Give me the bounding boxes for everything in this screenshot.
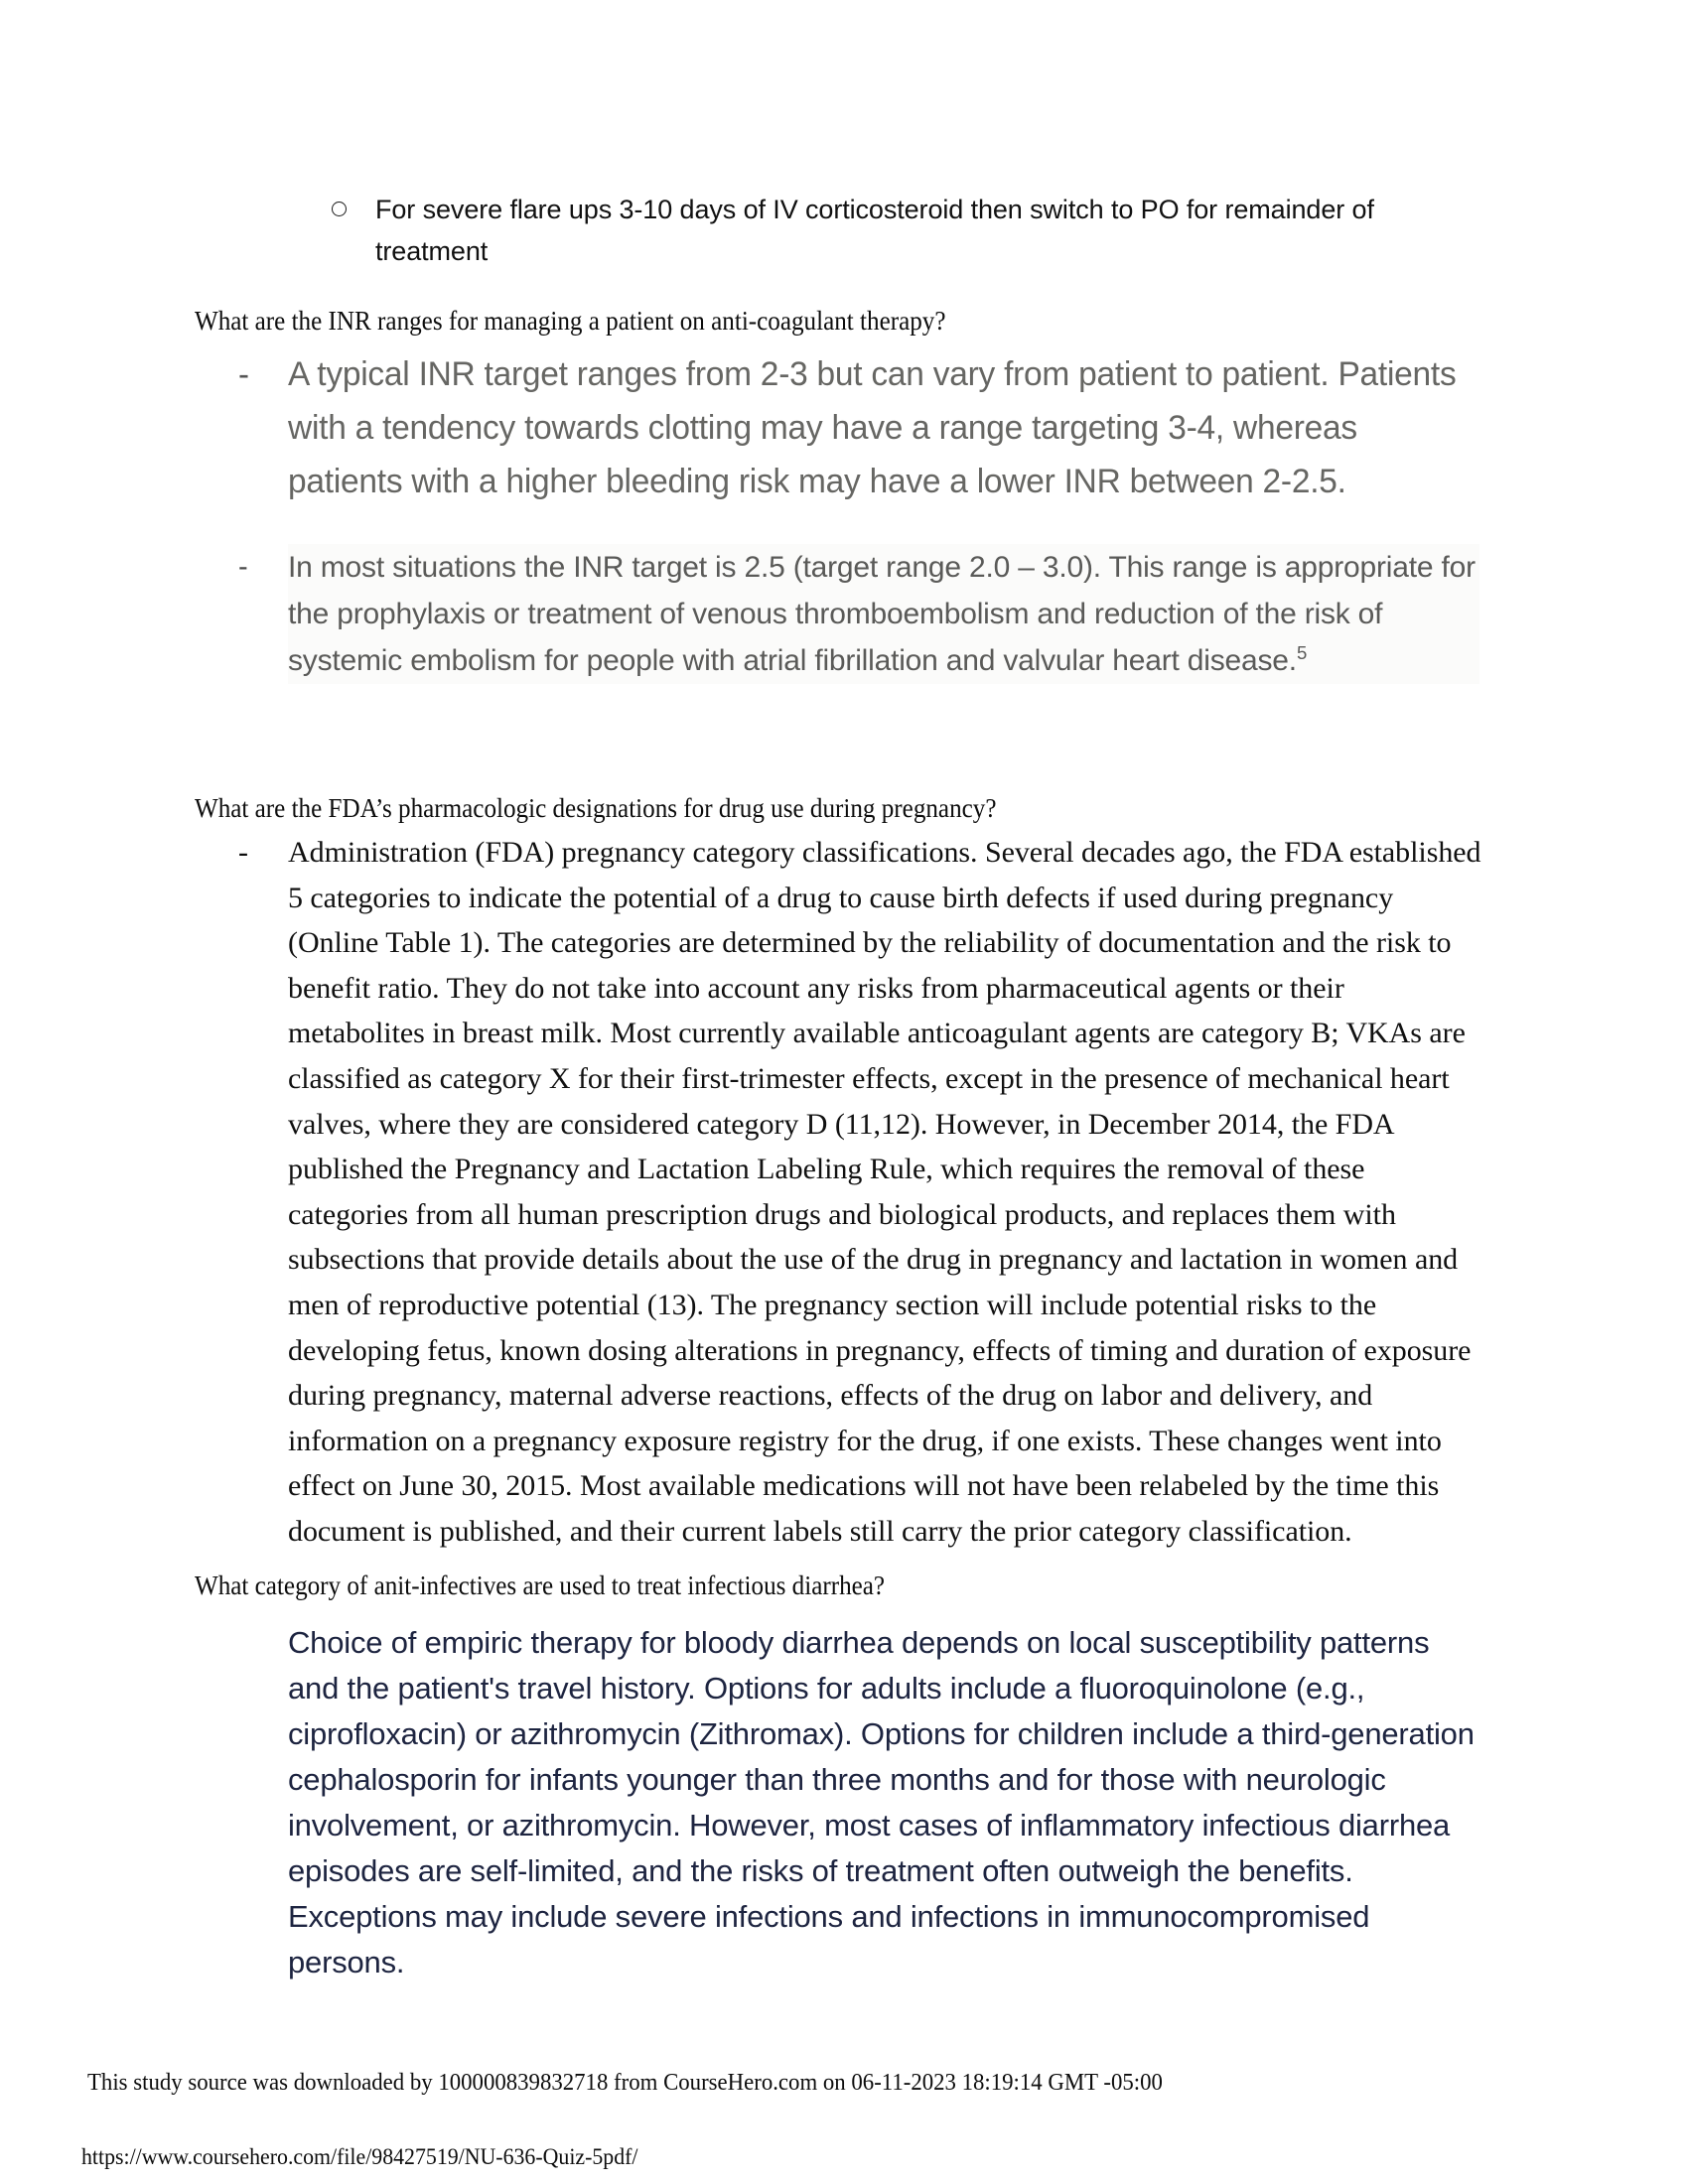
- list-item: [228, 544, 1479, 684]
- dash-marker: -: [238, 355, 249, 392]
- source-url: https://www.coursehero.com/file/98427519/NU-636-Quiz-5pdf/: [81, 2144, 638, 2169]
- dash-marker: -: [238, 551, 248, 583]
- citation-superscript: 5: [1296, 642, 1308, 663]
- dash-marker: -: [238, 836, 248, 869]
- inr-answer-2-block: [288, 544, 1479, 684]
- fda-answer-text: Administration (FDA) pregnancy category classifications. Several decades ago, the FDA established 5 categories to indicate the potential of a drug to cause birth defects if used during pregnancy (Online Table 1). The categories are determined by the reliability of documentation and the risk to benefit ratio. They do not take into account any risks from pharmaceutical agents or their metabolites in breast milk. Most currently available anticoagulant agents are category B; VKAs are classified as category X for their first-trimester effects, except in the presence of mechanical heart valves, where they are considered category D (11,12). However, in December 2014, the FDA published the Pregnancy and Lactation Labeling Rule, which requires the removal of these categories from all human prescription drugs and biological products, and replaces them with subsections that provide details about the use of the drug in pregnancy and lactation in women and men of reproductive potential (13). The pregnancy section will include potential risks to the developing fetus, known dosing alterations in pregnancy, effects of timing and duration of exposure during pregnancy, maternal adverse reactions, effects of the drug on labor and delivery, and information on a pregnancy exposure registry for the drug, if one exists. These changes went into effect on June 30, 2015. Most available medications will not have been relabeled by the time this document is published, and their current labels still carry the prior category classification.: [288, 836, 1481, 1548]
- diarrhea-answer-text: Choice of empiric therapy for bloody diarrhea depends on local susceptibility patterns and the patient's travel history. Options for adults include a fluoroquinolone (e.g., ciprofloxacin) or azithromycin (Zithromax). Options for children include a third-generation cephalosporin for infants younger than three months and for those with neurologic involvement, or azithromycin. However, most cases of inflammatory infectious diarrhea episodes are self-limited, and the risks of treatment often outweigh the benefits. Exceptions may include severe infections and infections in immunocompromised persons.: [288, 1625, 1475, 1979]
- question-infectious-diarrhea: What category of anit-infectives are used to treat infectious diarrhea?: [195, 1570, 886, 1600]
- question-fda-pregnancy: What are the FDA’s pharmacologic designations for drug use during pregnancy?: [195, 793, 997, 823]
- inr-answer-2-text: In most situations the INR target is 2.5 (target range 2.0 – 3.0). This range is appropriate for the prophylaxis or treatment of venous thromboembolism and reduction of the risk of systemic embolism for people with atrial fibrillation and valvular heart disease.: [288, 551, 1476, 677]
- list-item: [228, 347, 1479, 508]
- bullet-circle-icon: [328, 189, 375, 230]
- question-inr-ranges: What are the INR ranges for managing a patient on anti-coagulant therapy?: [195, 306, 946, 336]
- download-notice: This study source was downloaded by 100000839832718 from CourseHero.com on 06-11-2023 18:19:14 GMT -05:00: [87, 2070, 1163, 2096]
- corticosteroid-bullet-text: For severe flare ups 3-10 days of IV corticosteroid then switch to PO for remainder of treatment: [375, 195, 1374, 266]
- list-item: [228, 830, 1484, 1555]
- inr-answer-1-text: A typical INR target ranges from 2-3 but can vary from patient to patient. Patients with a tendency towards clotting may have a range targeting 3-4, whereas patients with a higher bleeding risk may have a lower INR between 2-2.5.: [288, 355, 1457, 500]
- list-item: [328, 189, 1440, 272]
